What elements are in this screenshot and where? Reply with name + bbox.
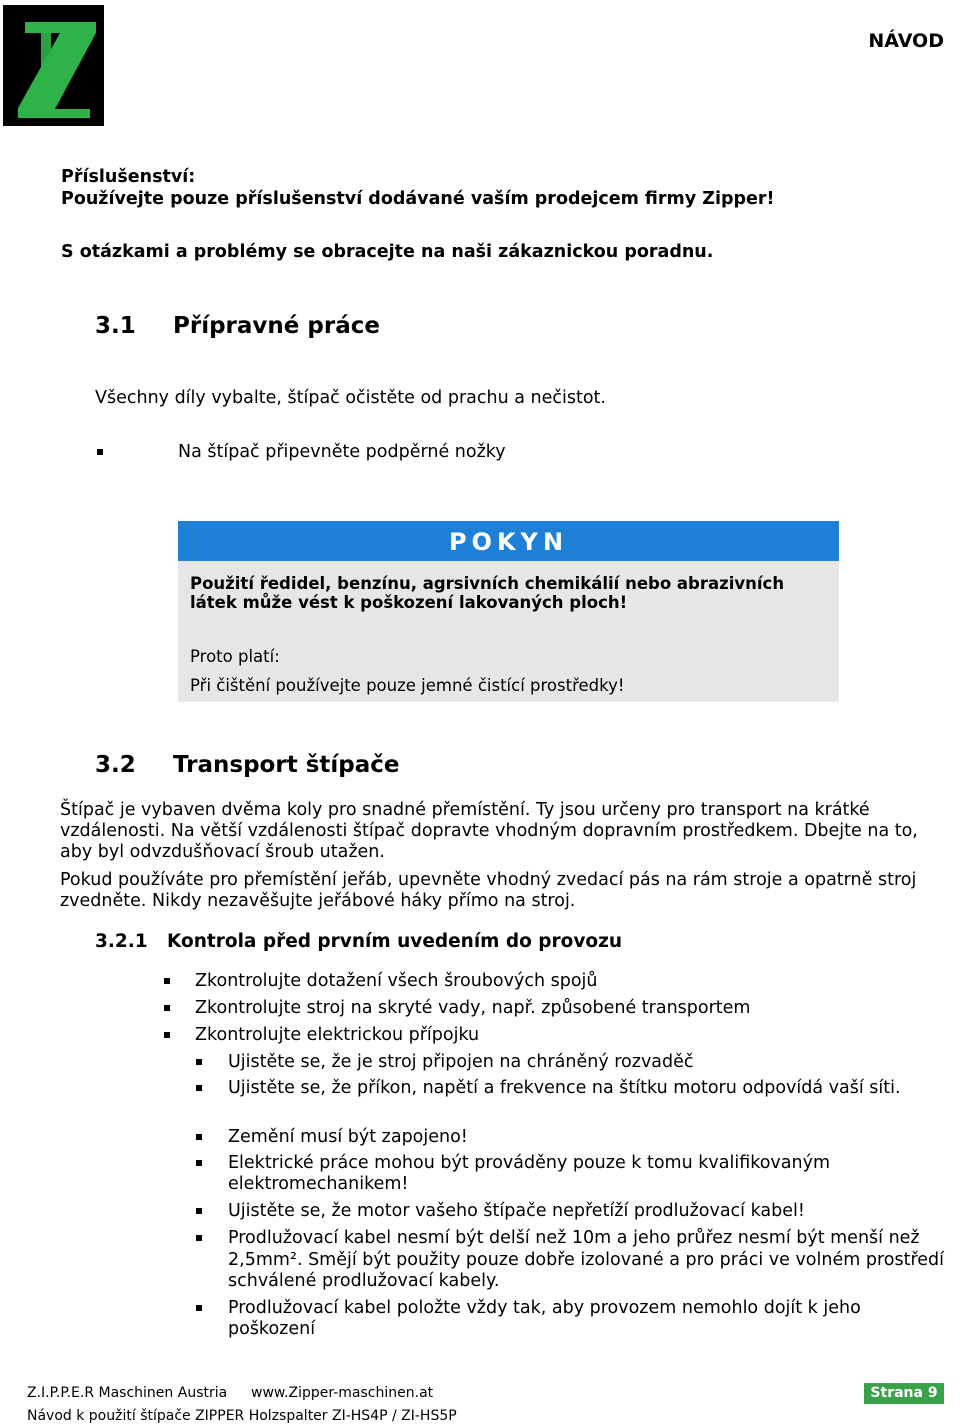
electrical-check-item: Ujistěte se, že příkon, napětí a frekvence na štítku motoru odpovídá vaší síti. [228,1078,901,1098]
bullet-marker [196,1085,202,1091]
notice-warning-line-2: látek může vést k poškození lakovaných ploch! [190,593,628,612]
bullet-marker [196,1160,202,1166]
electrical-check-item: Prodlužovací kabel nesmí být delší než 10m a jeho průřez nesmí být menší než 2,5mm². Smějí být použity pouze dobře izolované a pro práci ve volném prostředí schválené prodlužovací kabely. [228,1228,944,1291]
footer-manual-title: Návod k použití štípače ZIPPER Holzspalter ZI-HS4P / ZI-HS5P [27,1408,457,1424]
check-item: Zkontrolujte dotažení všech šroubových spojů [195,971,598,991]
bullet-marker [196,1208,202,1214]
accessories-title: Příslušenství: [61,167,196,187]
section-number: 3.2.1 [95,931,148,952]
feet-instruction: Na štípač připevněte podpěrné nožky [178,442,506,462]
electrical-check-item: Ujistěte se, že je stroj připojen na chráněný rozvaděč [228,1052,694,1072]
section-3-2-heading [95,752,400,778]
transport-paragraph-2: Pokud používáte pro přemístění jeřáb, upevněte vhodný zvedací pás na rám stroje a opatrně stroj zvedněte. Nikdy nezavěšujte jeřábové háky přímo na stroj. [60,870,917,911]
electrical-check-item: Prodlužovací kabel položte vždy tak, aby provozem nemohlo dojít k jeho poškození [228,1298,861,1339]
bullet-marker [196,1235,202,1241]
bullet-marker [196,1305,202,1311]
bullet-marker [196,1059,202,1065]
document-type-label: NÁVOD [868,30,944,52]
notice-box [178,521,839,702]
section-3-1-heading [95,313,380,339]
section-title: Kontrola před prvním uvedením do provozu [167,931,623,952]
notice-heading: POKYN [178,521,839,561]
page-number-badge: Strana 9 [864,1383,944,1404]
footer-company: Z.I.P.P.E.R Maschinen Austria [27,1385,228,1401]
accessories-line-1: Používejte pouze příslušenství dodávané vaším prodejcem firmy Zipper! [61,189,775,209]
section-number: 3.2 [95,752,136,778]
section-title: Transport štípače [173,752,400,778]
notice-warning [190,574,827,612]
accessories-line-2: S otázkami a problémy se obracejte na naši zákaznickou poradnu. [61,242,714,262]
section-3-2-1-heading [95,931,622,952]
unpack-instruction: Všechny díly vybalte, štípač očistěte od prachu a nečistot. [95,388,606,408]
section-number: 3.1 [95,313,136,339]
bullet-marker [196,1134,202,1140]
transport-paragraph-1: Štípač je vybaven dvěma koly pro snadné přemístění. Ty jsou určeny pro transport na krátké vzdálenosti. Na větší vzdálenosti štípač dopravte vhodným dopravním prostředkem. Dbejte na to, aby byl odvzdušňovací šroub utažen. [60,800,918,862]
bullet-marker [164,1005,170,1011]
section-title: Přípravné práce [173,313,380,339]
check-item: Zkontrolujte stroj na skryté vady, např. způsobené transportem [195,998,751,1018]
electrical-check-item: Elektrické práce mohou být prováděny pouze k tomu kvalifikovaným elektromechanikem! [228,1153,831,1194]
electrical-check-item: Zemění musí být zapojeno! [228,1127,468,1147]
electrical-check-item: Ujistěte se, že motor vašeho štípače nepřetíží prodlužovací kabel! [228,1201,805,1221]
notice-advice: Při čištění používejte pouze jemné čistící prostředky! [190,676,625,695]
zipper-logo [3,5,104,126]
check-item: Zkontrolujte elektrickou přípojku [195,1025,480,1045]
bullet-marker [164,978,170,984]
notice-warning-line-1: Použití ředidel, benzínu, agrsivních chemikálií nebo abrazivních [190,574,785,593]
footer-website[interactable]: www.Zipper-maschinen.at [251,1385,434,1401]
notice-lead: Proto platí: [190,647,280,666]
bullet-marker [164,1032,170,1038]
bullet-marker [97,449,103,455]
